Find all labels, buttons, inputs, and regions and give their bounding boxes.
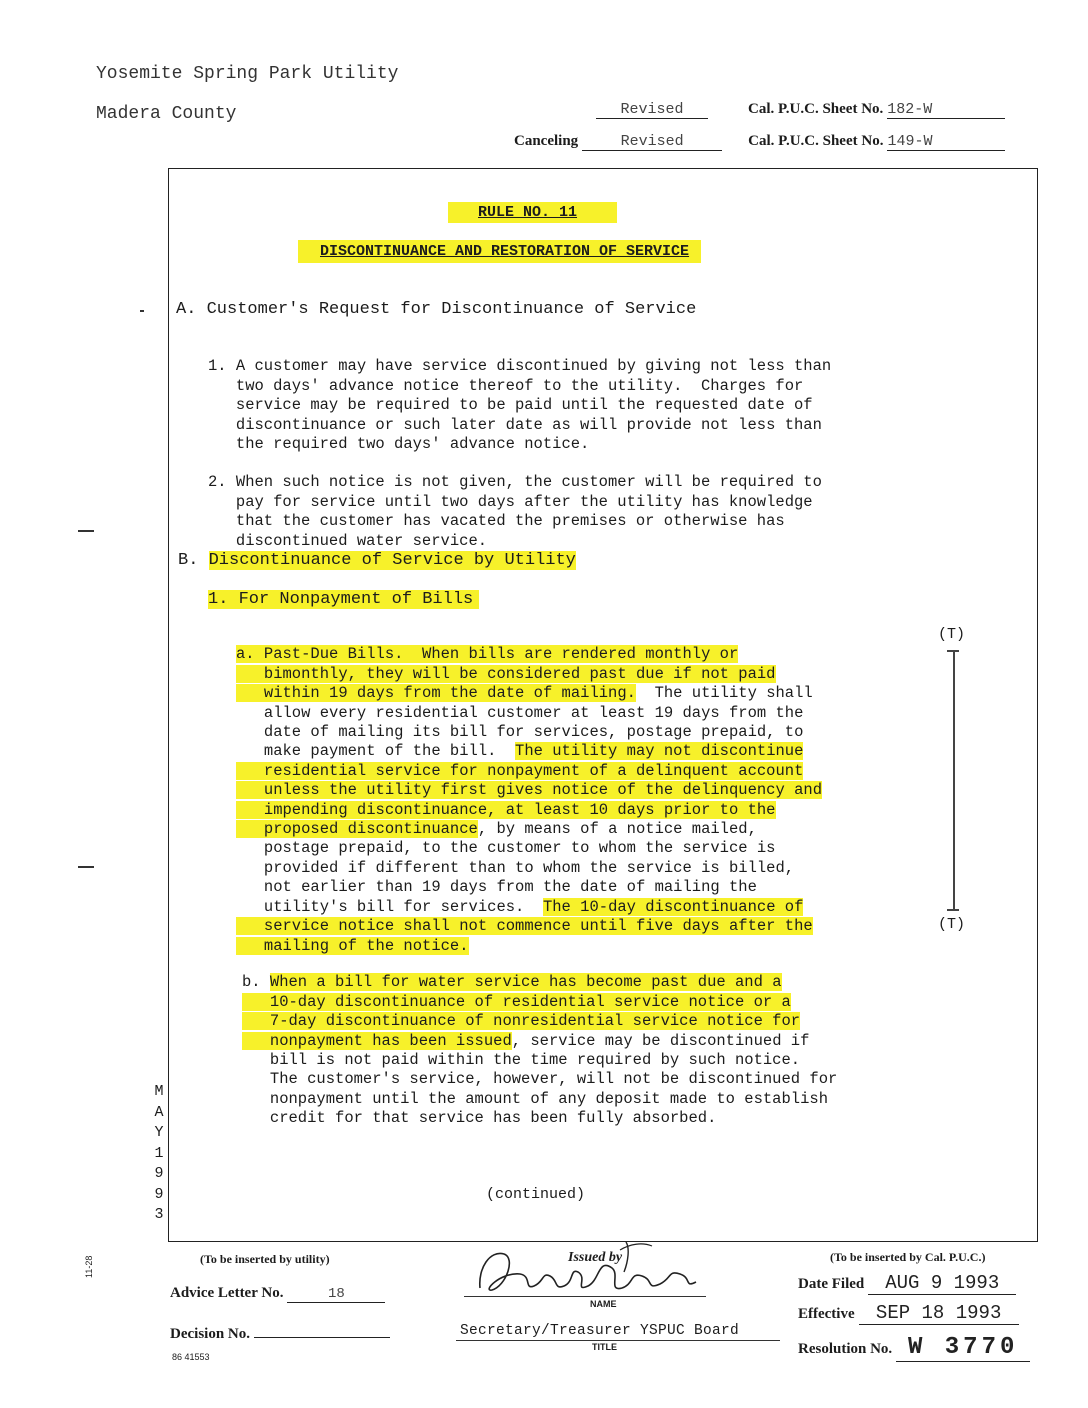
side-code: 11-28 [84, 1255, 94, 1278]
canceling-sheet-number: 149-W [887, 133, 1005, 151]
section-a-item-2: 2. When such notice is not given, the customer will be required to pay for service until two days after the utility has knowledge that the customer has vacated the premises or otherwise has discontinued water service. [208, 473, 822, 550]
section-b-sub-1: 1. For Nonpayment of Bills [208, 590, 479, 609]
rule-number: RULE NO. 11 [448, 202, 617, 223]
section-a-heading: A. Customer's Request for Discontinuance of Service [176, 300, 697, 319]
section-a-item-1: 1. A customer may have service discontinued by giving not less than two days' advance notice thereof to the utility. Charges for service may be required to be paid until the requested date of discontinuance or such later date as will provide not less than the required two days' advance notice. [208, 357, 832, 454]
revised-status: Revised [596, 101, 708, 119]
form-code: 86 41553 [172, 1352, 210, 1362]
date-filed-line [798, 1272, 1016, 1295]
item-a-past-due-bills: a. Past-Due Bills. When bills are rendered monthly or bimonthly, they will be considered past due if not paid within 19 days from the date of mailing. The utility shall allow every residential customer at least 19 days from the date of mailing its bill for services, postage prepaid, to make payment of the bill. The utility may not discontinue residential service for nonpayment of a delinquent account unless the utility first gives notice of the delinquency and impending discontinuance, at least 10 days prior to the proposed discontinuance, by means of a notice mailed, postage prepaid, to the customer to whom the service is provided if different than to whom the service is billed, not earlier than 19 days from the date of mailing the utility's bill for services. The 10-day discontinuance of service notice shall not commence until five days after the mailing of the notice. [236, 645, 822, 955]
resolution-line [798, 1334, 1030, 1362]
section-b-heading: B. Discontinuance of Service by Utility [178, 551, 576, 570]
rule-title: DISCONTINUANCE AND RESTORATION OF SERVICE [298, 240, 701, 263]
canceling-line [514, 132, 1005, 151]
margin-date-stamp: M A Y 1 9 9 3 [154, 1083, 164, 1223]
change-marker-bottom: (T) [938, 916, 966, 933]
effective-line [798, 1302, 1019, 1325]
date-filed-value: AUG 9 1993 [868, 1272, 1016, 1295]
decision-line [170, 1325, 390, 1343]
item-b-discontinuance: b. When a bill for water service has become past due and a 10-day discontinuance of residential service notice or a 7-day discontinuance of nonresidential service notice for nonpayment has been issued, service may be discontinued if bill is not paid within the time required by such notice. The customer's service, however, will not be discontinued for nonpayment until the amount of any deposit made to establish credit for that service has been fully absorbed. [242, 973, 838, 1128]
change-marker-bar-cap [947, 650, 959, 652]
margin-mark [78, 866, 94, 868]
title-rule [456, 1340, 780, 1341]
sheet-number: 182-W [887, 101, 1005, 119]
change-marker-top: (T) [938, 626, 966, 643]
change-marker-bar-cap [947, 909, 959, 911]
margin-mark [140, 310, 144, 312]
county-name: Madera County [96, 104, 237, 124]
sheet-line [596, 100, 1005, 119]
advice-letter-label: Advice Letter No. [170, 1285, 284, 1301]
name-rule [464, 1296, 706, 1297]
name-label: NAME [590, 1299, 617, 1309]
canceling-label: Canceling [514, 133, 579, 149]
advice-letter-number: 18 [287, 1286, 385, 1303]
effective-value: SEP 18 1993 [859, 1302, 1019, 1325]
advice-letter-line [170, 1284, 385, 1303]
continued-note: (continued) [486, 1186, 586, 1203]
effective-label: Effective [798, 1306, 855, 1322]
title-label: TITLE [592, 1342, 617, 1352]
margin-mark [78, 530, 94, 532]
utility-name: Yosemite Spring Park Utility [96, 64, 399, 84]
resolution-label: Resolution No. [798, 1341, 893, 1357]
decision-number [254, 1337, 390, 1338]
canceling-sheet-label: Cal. P.U.C. Sheet No. [748, 133, 884, 149]
sheet-label: Cal. P.U.C. Sheet No. [748, 101, 884, 117]
canceling-status: Revised [582, 133, 722, 151]
utility-insert-note: (To be inserted by utility) [200, 1252, 330, 1266]
decision-label: Decision No. [170, 1326, 250, 1342]
cpuc-insert-note: (To be inserted by Cal. P.U.C.) [830, 1250, 986, 1264]
date-filed-label: Date Filed [798, 1276, 865, 1292]
issued-by-label: Issued by [568, 1250, 623, 1265]
change-marker-bar [953, 650, 955, 910]
title-value: Secretary/Treasurer YSPUC Board [460, 1323, 740, 1339]
resolution-number: W 3770 [896, 1334, 1030, 1362]
